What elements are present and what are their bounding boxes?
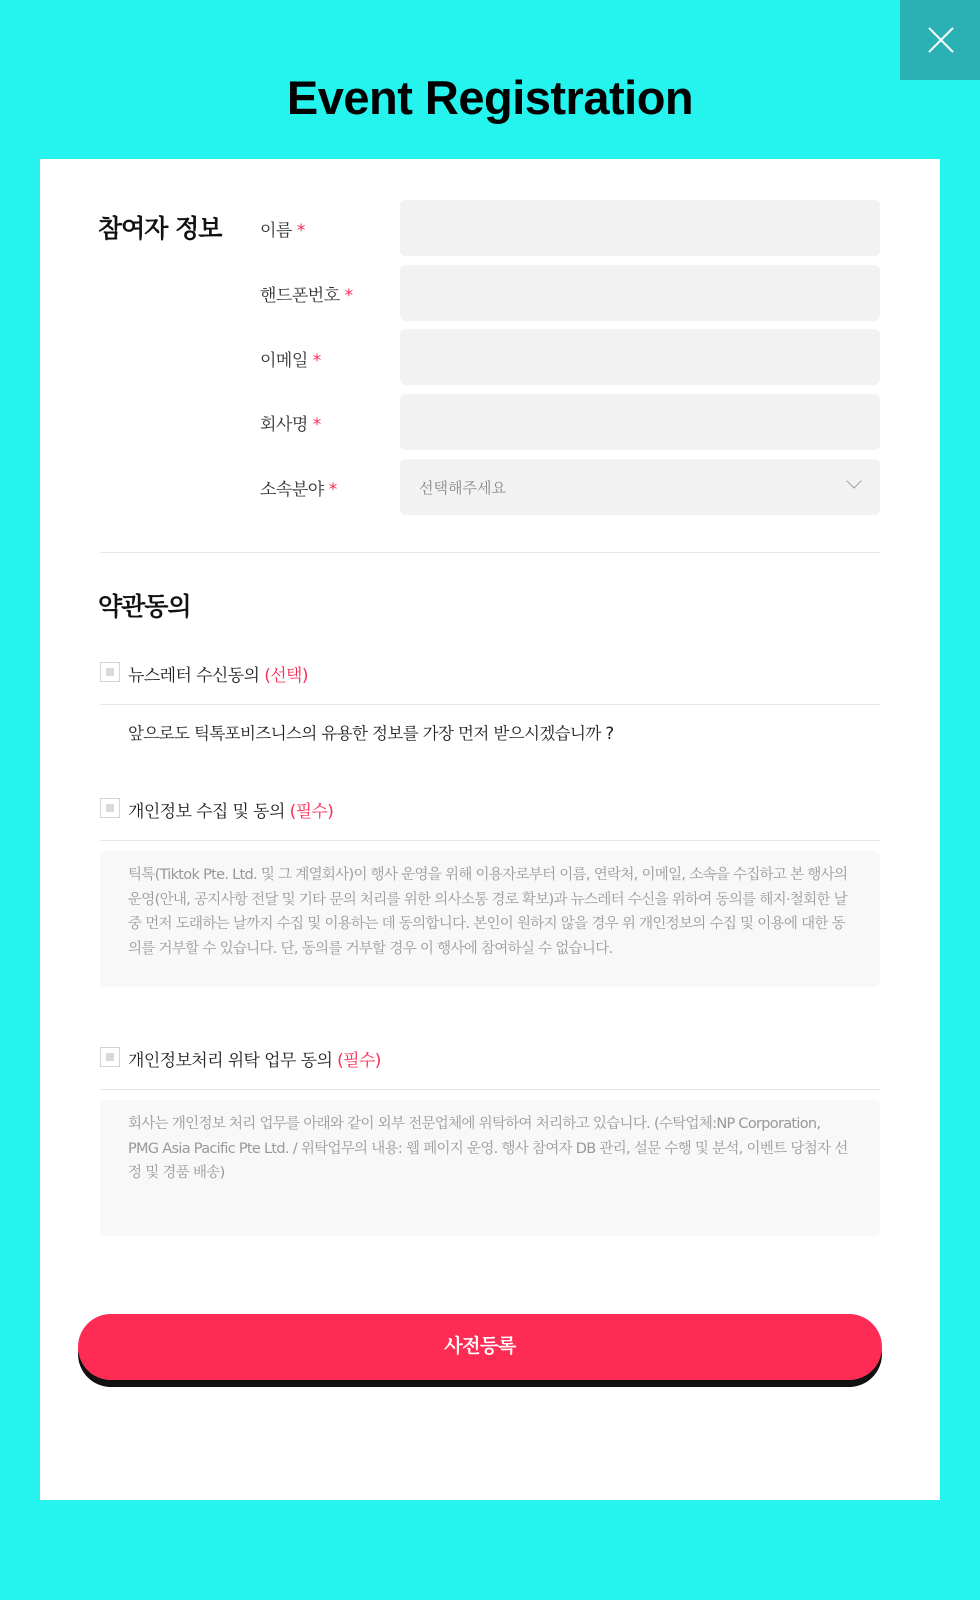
required-tag: (필수) — [337, 1051, 381, 1071]
newsletter-checkbox[interactable] — [100, 662, 120, 682]
terms-section-title: 약관동의 — [98, 592, 191, 621]
company-input[interactable] — [400, 394, 880, 450]
registration-form — [40, 159, 940, 1500]
newsletter-question: 앞으로도 틱톡포비즈니스의 유용한 정보를 가장 먼저 받으시겠습니까 ? — [128, 724, 614, 743]
chevron-down-icon — [846, 473, 861, 488]
outsourcing-consent-checkbox[interactable] — [100, 1047, 120, 1067]
industry-select-placeholder: 선택해주세요 — [419, 479, 506, 497]
phone-label: 핸드폰번호 * — [260, 286, 353, 306]
privacy-divider — [100, 840, 880, 841]
newsletter-divider — [100, 704, 880, 705]
newsletter-consent-label[interactable]: 뉴스레터 수신동의 (선택) — [128, 666, 308, 686]
name-label: 이름 * — [260, 221, 305, 241]
privacy-consent-label[interactable]: 개인정보 수집 및 동의 (필수) — [128, 802, 334, 822]
industry-select[interactable] — [400, 459, 880, 515]
required-mark: * — [328, 480, 337, 500]
company-label: 회사명 * — [260, 415, 321, 435]
section-divider — [100, 552, 880, 553]
email-input[interactable] — [400, 329, 880, 385]
industry-label: 소속분야 * — [260, 480, 337, 500]
required-mark: * — [296, 221, 305, 241]
privacy-consent-checkbox[interactable] — [100, 798, 120, 818]
required-mark: * — [312, 351, 321, 371]
close-button[interactable] — [900, 0, 980, 80]
name-input[interactable] — [400, 200, 880, 256]
privacy-terms-text: 틱톡(Tiktok Pte. Ltd. 및 그 계열회사)이 행사 운영을 위해 이용자로부터 이름, 연락처, 이메일, 소속을 수집하고 본 행사의 운영(안내, 공지사항 전달 및 기타 문의 처리를 위한 의사소통 경로 확보)과 뉴스레터 수신을 위하여 동의를 해지·철회한 날 중 먼저 도래하는 날까지 수집 및 이용하는 데 동의합니다. 본인이 원하지 않을 경우 위 개인정보의 수집 및 이용에 대한 동의를 거부할 수 있습니다. 단, 동의를 거부할 경우 이 행사에 참여하실 수 없습니다. — [100, 851, 880, 987]
required-tag: (필수) — [289, 802, 334, 822]
required-mark: * — [344, 286, 353, 306]
outsourcing-terms-text: 회사는 개인정보 처리 업무를 아래와 같이 외부 전문업체에 위탁하여 처리하고 있습니다. (수탁업체:NP Corporation, PMG Asia Pacific Pte Ltd. / 위탁업무의 내용: 웹 페이지 운영. 행사 참여자 DB 관리, 설문 수행 및 분석, 이벤트 당첨자 선정 및 경품 배송) — [100, 1100, 880, 1236]
required-mark: * — [312, 415, 321, 435]
page-title: Event Registration — [286, 71, 694, 124]
email-label: 이메일 * — [260, 351, 321, 371]
outsourcing-consent-label[interactable]: 개인정보처리 위탁 업무 동의 (필수) — [128, 1051, 381, 1071]
outsourcing-divider — [100, 1089, 880, 1090]
phone-input[interactable] — [400, 265, 880, 321]
register-button[interactable]: 사전등록 — [78, 1314, 882, 1380]
optional-tag: (선택) — [264, 666, 308, 686]
participant-section-title: 참여자 정보 — [98, 214, 222, 243]
